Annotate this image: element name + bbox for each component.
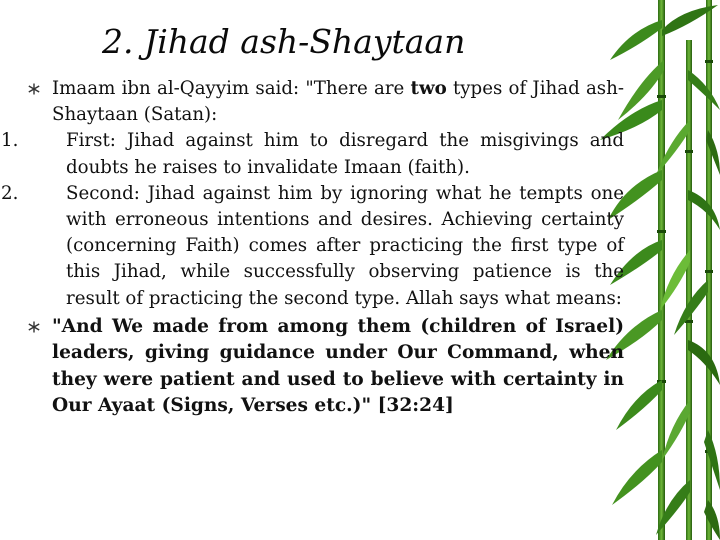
intro-text-before: Imaam ibn al-Qayyim said: "There are (52, 78, 411, 99)
quote-text: "And We made from among them (children of Israel) leaders, giving guidance under Our Command, when they were patient and used to believe with certainty in Our Ayaat (Signs, Verses etc.)" [32:24] (52, 315, 624, 417)
list-item-1 (0, 128, 624, 180)
intro-paragraph (0, 76, 624, 128)
asterisk-bullet-icon (28, 321, 40, 333)
list-item-text: First: Jihad against him to disregard the misgivings and doubts he raises to invalidate Imaan (faith). (66, 130, 624, 178)
intro-text-after: types of Jihad ash-Shaytaan (Satan): (52, 78, 624, 126)
slide-body (0, 76, 624, 419)
list-item-text: Second: Jihad against him by ignoring what he tempts one with erroneous intentions and desires. Achieving certainty (concerning Faith) comes after practicing the first type of this Jihad, while successfully observing patience is the result of practicing the second type. Allah says what means: (66, 182, 624, 309)
list-number: 1. (1, 130, 19, 152)
quote-paragraph (0, 314, 624, 420)
asterisk-bullet-icon (28, 83, 40, 95)
list-number: 2. (1, 182, 19, 204)
intro-text-bold: two (410, 78, 447, 99)
list-item-2 (0, 181, 624, 312)
slide-title: 2. Jihad ash-Shaytaan (102, 22, 466, 61)
